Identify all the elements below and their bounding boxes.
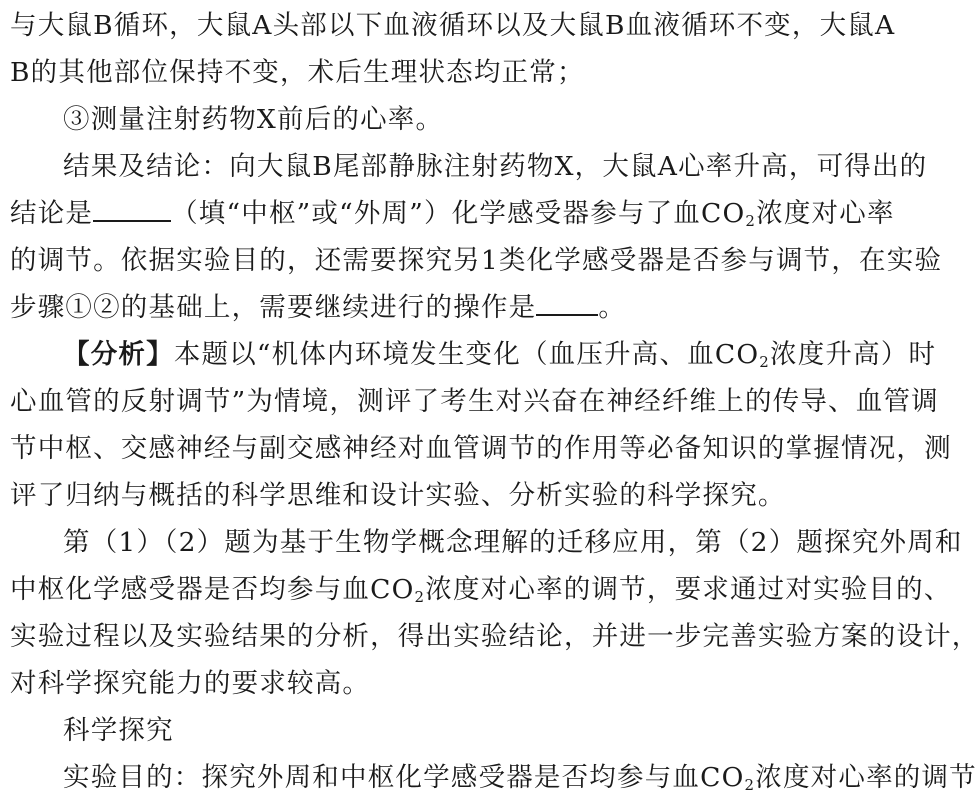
- conclusion-suffix: 浓度对心率: [756, 198, 895, 229]
- operation-text: 步骤①②的基础上，需要继续进行的操作是: [10, 292, 537, 323]
- operation-suffix: 。: [598, 292, 627, 323]
- analysis-line-3: 节中枢、交感神经与副交感神经对血管调节的作用等必备知识的掌握情况，测: [10, 433, 952, 464]
- analysis-text-c: 浓度升高）时: [770, 339, 937, 370]
- conclusion-prefix: 结论是: [10, 198, 94, 229]
- subscript-2: 2: [744, 776, 756, 794]
- section-heading: 科学探究: [63, 715, 174, 746]
- conclusion-text: （填“中枢”或“外周”）化学感受器参与了血CO: [171, 198, 746, 229]
- text-line-1: 与大鼠B循环，大鼠A头部以下血液循环以及大鼠B血液循环不变，大鼠A: [10, 10, 896, 41]
- subscript-2: 2: [745, 212, 757, 230]
- analysis-heading: 【分析】: [63, 339, 174, 370]
- explanation-line-4: 对科学探究能力的要求较高。: [10, 668, 371, 699]
- text-line-6: 的调节。依据实验目的，还需要探究另1类化学感受器是否参与调节，在实验: [10, 245, 943, 276]
- analysis-text-a: 本题以“机体内环境发生变化（血压升高、血CO: [173, 339, 760, 370]
- analysis-line-1: [10, 331, 937, 378]
- analysis-line-2: 心血管的反射调节”为情境，测评了考生对兴奋在神经纤维上的传导、血管调: [10, 386, 939, 417]
- explanation-line-2: [10, 566, 952, 613]
- answer-blank-1[interactable]: [93, 194, 171, 222]
- explanation-line-3: 实验过程以及实验结果的分析，得出实验结论，并进一步完善实验方案的设计，: [10, 621, 980, 652]
- conclusion-blank-line: [10, 190, 895, 237]
- experiment-purpose-line: [10, 754, 977, 801]
- analysis-line-4: 评了归纳与概括的科学思维和设计实验、分析实验的科学探究。: [10, 480, 786, 511]
- explanation-line-1: 第（1）（2）题为基于生物学概念理解的迁移应用，第（2）题探究外周和: [63, 527, 963, 558]
- operation-blank-line: [10, 284, 888, 331]
- subscript-2: 2: [414, 588, 426, 606]
- step-3-line: ③测量注射药物X前后的心率。: [63, 104, 444, 135]
- result-conclusion-line: 结果及结论：向大鼠B尾部静脉注射药物X，大鼠A心率升高，可得出的: [63, 151, 928, 182]
- explanation-text-a: 中枢化学感受器是否均参与血CO: [10, 574, 415, 605]
- purpose-text-a: 实验目的：探究外周和中枢化学感受器是否均参与血CO: [63, 762, 745, 793]
- text-line-2: B的其他部位保持不变，术后生理状态均正常；: [10, 57, 585, 88]
- purpose-text-c: 浓度对心率的调节: [755, 762, 977, 793]
- explanation-text-c: 浓度对心率的调节，要求通过对实验目的、: [425, 574, 952, 605]
- subscript-2: 2: [759, 353, 771, 371]
- answer-blank-2[interactable]: [536, 288, 598, 316]
